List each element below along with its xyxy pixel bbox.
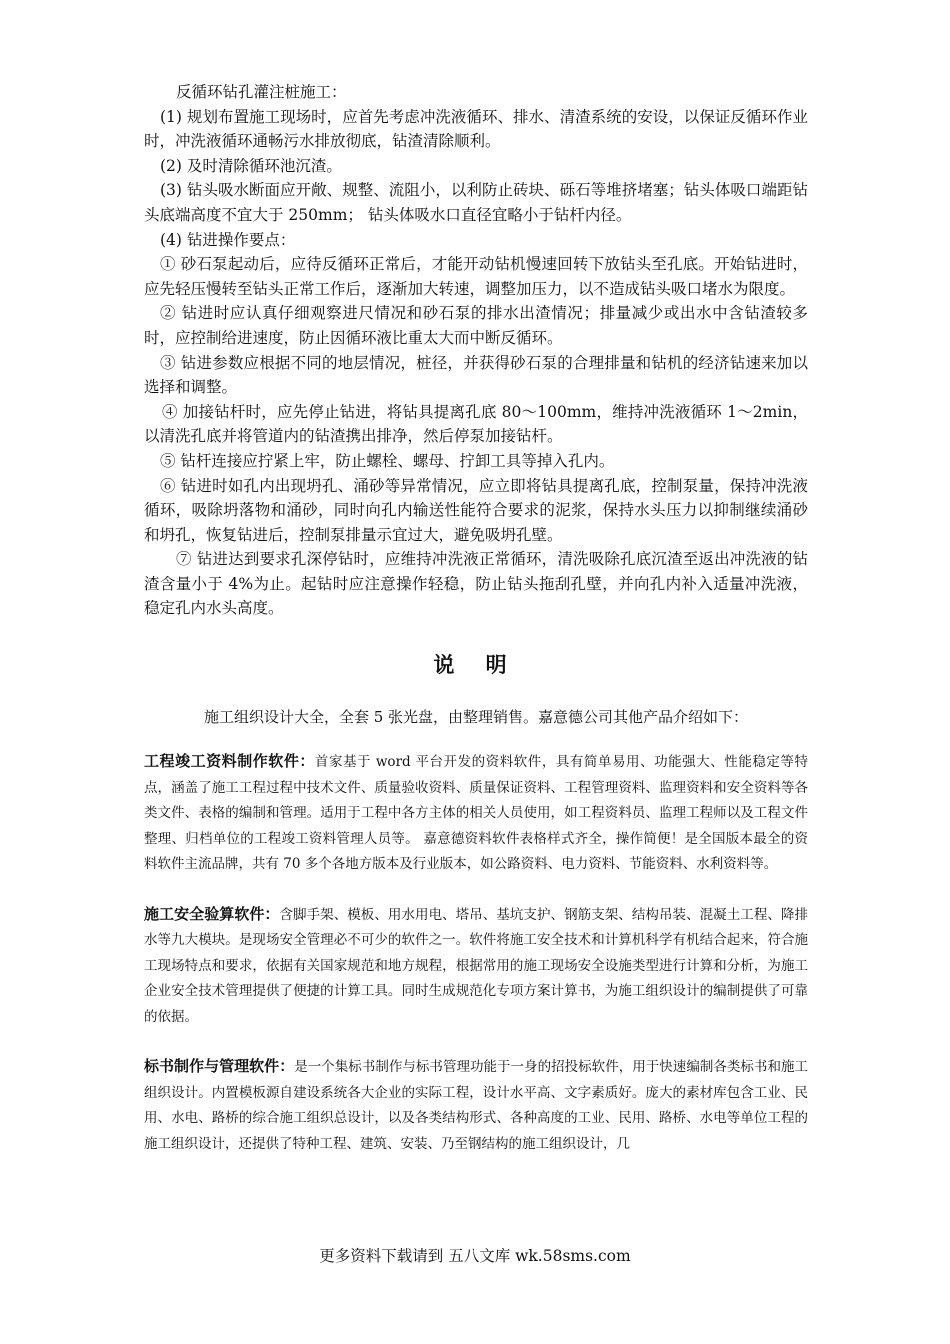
step-1: ① 砂石泵起动后，应待反循环正常后，才能开动钻机慢速回转下放钻头至孔底。开始钻进时，应先轻压慢转至钻头正常工作后，逐渐加大转速，调整加压力，以不造成钻头吸口堵水为限度。 — [144, 255, 808, 298]
product-block — [144, 902, 808, 1031]
notice-intro: 施工组织设计大全，全套 5 张光盘，由整理销售。嘉意德公司其他产品介绍如下： — [203, 708, 749, 727]
step-5: ⑤ 钻杆连接应拧紧上牢，防止螺栓、螺母、拧卸工具等掉入孔内。 — [160, 451, 615, 470]
product-description: 是一个集标书制作与标书管理功能于一身的招投标软件，用于快速编制各类标书和施工组织设计。内置模板源自建设系统各大企业的实际工程，设计水平高、文字素质好。庞大的素材库包含工业、民用、水电、路桥的综合施工组织总设计，以及各类结构形式、各种高度的工业、民用、路桥、水电等单位工程的施工组织设计，还提供了特种工程、建筑、安装、乃至钢结构的施工组织设计，几 — [144, 1059, 808, 1152]
section-heading: 反循环钻孔灌注桩施工： — [176, 83, 347, 101]
footer-link-text: 更多资料下载请到 五八文库 wk.58sms.com — [319, 1247, 631, 1265]
document-page — [144, 80, 808, 1157]
step-2: ② 钻进时应认真仔细观察进尺情况和砂石泵的排水出渣情况；排量减少或出水中含钻渣较多时，应控制给进速度，防止因循环液比重太大而中断反循环。 — [144, 304, 808, 347]
product-description: 首家基于 word 平台开发的资料软件，具有简单易用、功能强大、性能稳定等特点，涵盖了施工工程过程中技术文件、质量验收资料、质量保证资料、工程管理资料、监理资料和安全资料等各类文件、表格的编制和管理。适用于工程中各方主体的相关人员使用，如工程资料员、监理工程师以及工程文件整理、归档单位的工程竣工资料管理人员等。 嘉意德资料软件表格样式齐全，操作简便！是全国版本最全的资料软件主流品牌，共有 70 多个各地方版本及行业版本，如公路资料、电力资料、节能资料、水利资料等。 — [144, 754, 808, 873]
notice-title: 说 明 — [433, 652, 519, 678]
paragraph-3: (3) 钻头吸水断面应开敞、规整、流阻小，以利防止砖块、砾石等堆挤堵塞；钻头体吸口端距钻头底端高度不宜大于 250mm； 钻头体吸水口直径宜略小于钻杆内径。 — [144, 181, 808, 224]
product-name: 工程竣工资料制作软件： — [144, 752, 315, 771]
product-block — [144, 1054, 808, 1157]
step-7: ⑦ 钻进达到要求孔深停钻时，应维持冲洗液正常循环，清洗吸除孔底沉渣至返出冲洗液的钻渣含量小于 4%为止。起钻时应注意操作轻稳，防止钻头拖刮孔壁，并向孔内补入适量冲洗液，稳定孔内水头高度。 — [144, 550, 808, 618]
step-6: ⑥ 钻进时如孔内出现坍孔、涌砂等异常情况，应立即将钻具提离孔底，控制泵量，保持冲洗液循环，吸除坍落物和涌砂，同时向孔内输送性能符合要求的泥浆，保持水头压力以抑制继续涌砂和坍孔，恢复钻进后，控制泵排量示宜过大，避免吸坍孔壁。 — [144, 476, 808, 544]
product-name: 施工安全验算软件： — [144, 904, 280, 923]
step-3: ③ 钻进参数应根据不同的地层情况，桩径，并获得砂石泵的合理排量和钻机的经济钻速来加以选择和调整。 — [144, 353, 808, 397]
step-4: ④ 加接钻杆时，应先停止钻进，将钻具提离孔底 80～100mm，维持冲洗液循环 1～2min，以清洗孔底并将管道内的钻渣携出排净，然后停泵加接钻杆。 — [144, 402, 808, 446]
product-description: 含脚手架、模板、用水用电、塔吊、基坑支护、钢筋支架、结构吊装、混凝土工程、降排水等九大模块。是现场安全管理必不可少的软件之一。软件将施工安全技术和计算机科学有机结合起来，符合施工现场特点和要求，依据有关国家规范和地方规程，根据常用的施工现场安全设施类型进行计算和分析，为施工企业安全技术管理提供了便捷的计算工具。同时生成规范化专项方案计算书，为施工组织设计的编制提供了可靠的依据。 — [144, 906, 808, 1025]
product-block — [144, 749, 808, 878]
paragraph-1: (1) 规划布置施工现场时，应首先考虑冲洗液循环、排水、清渣系统的安设，以保证反循环作业时，冲洗液循环通畅污水排放彻底，钻渣清除顺利。 — [144, 107, 808, 151]
paragraph-4: (4) 钻进操作要点： — [160, 230, 296, 249]
paragraph-2: (2) 及时清除循环池沉渣。 — [160, 156, 342, 175]
product-name: 标书制作与管理软件： — [144, 1057, 295, 1076]
